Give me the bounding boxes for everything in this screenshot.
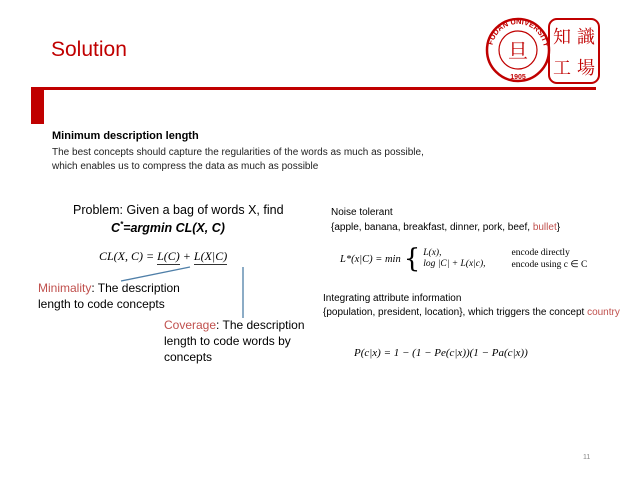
section-body-line: The best concepts should capture the regularities of the words as much as possible, bbox=[52, 147, 424, 158]
noise-formula-lhs: L*(x|C) = min bbox=[340, 253, 401, 265]
minimality-text: : The description length to code concepts bbox=[38, 281, 180, 311]
cl-formula: CL(X, C) = L(C) + L(X|C) bbox=[99, 249, 228, 263]
integration-title: Integrating attribute information bbox=[323, 293, 462, 304]
case-note: encode using c ∈ C bbox=[511, 260, 588, 270]
calligraphy-char: 識 bbox=[577, 26, 595, 48]
brace-icon: { bbox=[403, 244, 421, 274]
integration-prefix: {population, president, location}, which triggers the concept bbox=[323, 307, 588, 318]
section-heading: Minimum description length bbox=[52, 130, 199, 142]
case-expr: log |C| + L(x|c), bbox=[423, 259, 486, 269]
cl-lhs: CL(X, C) bbox=[99, 249, 144, 263]
probability-formula: P(c|x) = 1 − (1 − Pe(c|x))(1 − Pa(c|x)) bbox=[354, 347, 528, 359]
slide-title: Solution bbox=[51, 38, 127, 61]
noise-list-prefix: {apple, banana, breakfast, dinner, pork, beef, bbox=[331, 222, 533, 233]
coverage-label: Coverage bbox=[164, 318, 217, 332]
minimality-connector bbox=[121, 267, 190, 281]
coverage-text: : The description length to code words by concepts bbox=[164, 318, 305, 364]
svg-text:1905: 1905 bbox=[510, 74, 526, 81]
integration-text bbox=[323, 306, 623, 320]
section-body-line: which enables us to compress the data as much as possible bbox=[52, 161, 319, 172]
noise-highlight: bullet bbox=[532, 222, 557, 233]
svg-text:FUDAN UNIVERSITY: FUDAN UNIVERSITY bbox=[485, 16, 551, 48]
calligraphy-char: 場 bbox=[577, 57, 595, 79]
problem-statement: Problem: Given a bag of words X, find bbox=[73, 203, 284, 217]
minimality-label: Minimality bbox=[38, 281, 92, 295]
cl-term-concepts: L(C) bbox=[157, 249, 180, 263]
objective-expr: =argmin CL(X, C) bbox=[123, 221, 225, 236]
objective: C*=argmin CL(X, C) bbox=[111, 220, 225, 236]
integration-highlight: country bbox=[587, 307, 620, 318]
calligraphy-char: 知 bbox=[553, 26, 571, 48]
noise-title: Noise tolerant bbox=[331, 207, 393, 218]
cl-term-words: L(X|C) bbox=[193, 249, 228, 263]
integration-block bbox=[323, 292, 623, 320]
case-note: encode directly bbox=[511, 248, 570, 258]
objective-var: C bbox=[111, 221, 121, 236]
svg-text:旦: 旦 bbox=[508, 39, 528, 63]
case-expr: L(x), bbox=[423, 248, 442, 258]
noise-word-list bbox=[331, 222, 560, 233]
page-number: 11 bbox=[583, 454, 591, 461]
noise-list-suffix: } bbox=[556, 222, 561, 233]
calligraphy-char: 工 bbox=[553, 57, 571, 79]
minimality-note bbox=[38, 280, 213, 312]
coverage-note bbox=[164, 317, 324, 365]
noise-formula bbox=[340, 246, 587, 272]
